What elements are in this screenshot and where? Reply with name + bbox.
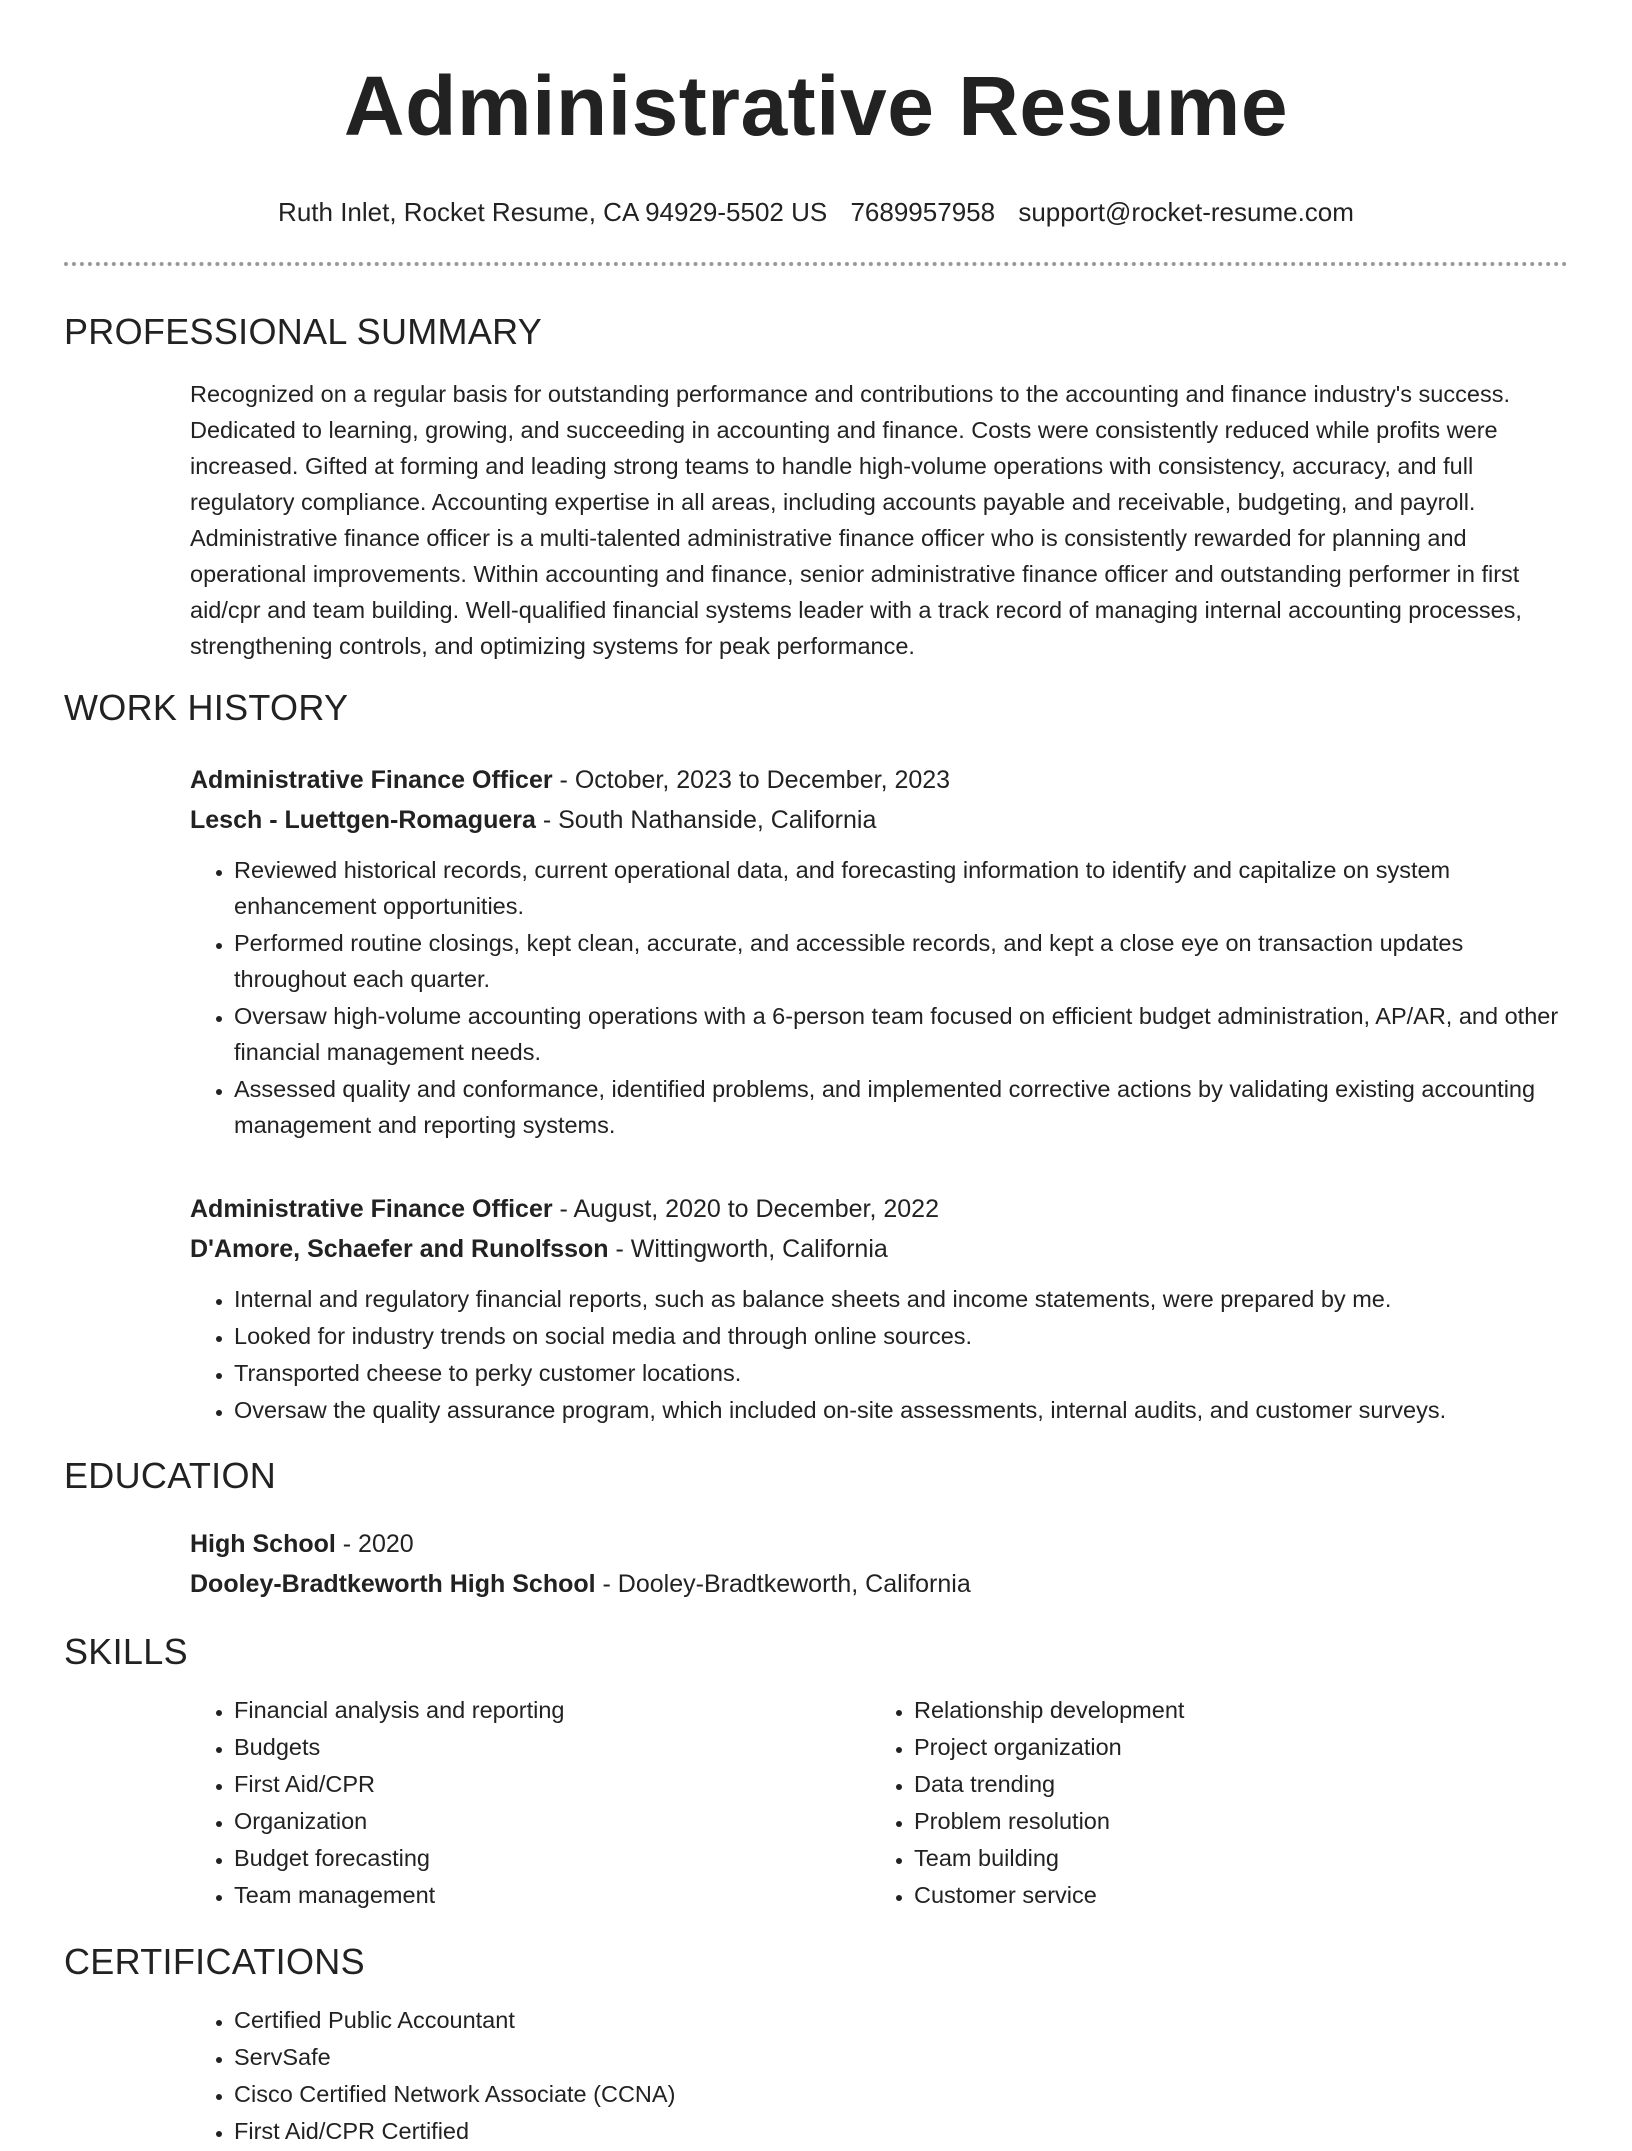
- skill-item: • Team management: [234, 1877, 870, 1913]
- job-bullet: • Looked for industry trends on social media and through online sources.: [234, 1318, 1568, 1354]
- skill-item: • Organization: [234, 1803, 870, 1839]
- skill-item: • Team building: [914, 1840, 1554, 1876]
- job-location: - Wittingworth, California: [608, 1235, 888, 1263]
- section-title-work-history: WORK HISTORY: [64, 687, 349, 728]
- resume-title: Administrative Resume: [343, 59, 1289, 153]
- certifications-list: [190, 2002, 1568, 2149]
- job-dates: - August, 2020 to December, 2022: [552, 1195, 939, 1223]
- section-title-skills: SKILLS: [64, 1631, 188, 1672]
- job-dates: - October, 2023 to December, 2023: [552, 766, 951, 794]
- skills-grid: [190, 1692, 1568, 1914]
- skill-item: • Data trending: [914, 1766, 1554, 1802]
- skill-item: • First Aid/CPR: [234, 1766, 870, 1802]
- education-year: - 2020: [335, 1530, 414, 1558]
- job-role: Administrative Finance Officer: [190, 766, 553, 794]
- job-bullets: [190, 852, 1568, 1143]
- skill-item: • Financial analysis and reporting: [234, 1692, 870, 1728]
- skill-item: • Problem resolution: [914, 1803, 1554, 1839]
- job-location: - South Nathanside, California: [535, 806, 877, 834]
- section-title-summary: PROFESSIONAL SUMMARY: [64, 311, 543, 352]
- job-bullet: • Reviewed historical records, current operational data, and forecasting information to identify and capitalize on system enhancement opportunities.: [234, 852, 1568, 924]
- resume-page: [64, 0, 1568, 2150]
- skill-item: • Project organization: [914, 1729, 1554, 1765]
- job-bullet: • Performed routine closings, kept clean, accurate, and accessible records, and kept a close eye on transaction updates throughout each quarter.: [234, 925, 1568, 997]
- certifications-block: [190, 2002, 1568, 2149]
- job-bullet: • Internal and regulatory financial reports, such as balance sheets and income statements, were prepared by me.: [234, 1281, 1568, 1317]
- skill-item: • Relationship development: [914, 1692, 1554, 1728]
- skill-item: • Customer service: [914, 1877, 1554, 1913]
- job-bullet: • Oversaw high-volume accounting operations with a 6-person team focused on efficient budget administration, AP/AR, and other financial management needs.: [234, 998, 1568, 1070]
- contact-line: [64, 196, 1568, 228]
- certification-item: • Certified Public Accountant: [234, 2002, 1568, 2038]
- education-school: Dooley-Bradtkeworth High School: [190, 1570, 596, 1598]
- job-company: D'Amore, Schaefer and Runolfsson: [190, 1235, 609, 1263]
- header-divider: [64, 262, 1568, 266]
- job-entry: [190, 760, 1568, 1143]
- certification-item: • Cisco Certified Network Associate (CCNA): [234, 2076, 1568, 2112]
- job-bullet: • Transported cheese to perky customer locations.: [234, 1355, 1568, 1391]
- contact-email: support@rocket-resume.com: [1018, 197, 1354, 227]
- summary-text: Recognized on a regular basis for outstanding performance and contributions to the accounting and finance industry's success. Dedicated to learning, growing, and succeeding in accounting and finance. Costs were consistently reduced while profits were increased. Gifted at forming and leading strong teams to handle high-volume operations with consistency, accuracy, and full regulatory compliance. Accounting expertise in all areas, including accounts payable and receivable, budgeting, and payroll. Administrative finance officer is a multi-talented administrative finance officer who is consistently rewarded for planning and operational improvements. Within accounting and finance, senior administrative finance officer and outstanding performer in first aid/cpr and team building. Well-qualified financial systems leader with a track record of managing internal accounting processes, strengthening controls, and optimizing systems for peak performance.: [190, 381, 1522, 659]
- job-role-line: [190, 760, 1568, 800]
- education-degree: High School: [190, 1530, 336, 1558]
- skill-item: • Budget forecasting: [234, 1840, 870, 1876]
- section-title-certifications: CERTIFICATIONS: [64, 1941, 365, 1982]
- contact-address: Ruth Inlet, Rocket Resume, CA 94929-5502 US: [278, 197, 828, 227]
- certification-item: • First Aid/CPR Certified: [234, 2113, 1568, 2149]
- job-company: Lesch - Luettgen-Romaguera: [190, 806, 536, 834]
- job-bullet: • Assessed quality and conformance, identified problems, and implemented corrective actions by validating existing accounting management and reporting systems.: [234, 1071, 1568, 1143]
- contact-phone: 7689957958: [850, 197, 996, 227]
- skill-item: • Budgets: [234, 1729, 870, 1765]
- skills-list-left: [190, 1692, 870, 1914]
- education-entry: [190, 1524, 1568, 1604]
- job-role: Administrative Finance Officer: [190, 1195, 553, 1223]
- job-company-line: [190, 800, 1568, 840]
- job-entry: [190, 1189, 1568, 1428]
- skills-list-right: [870, 1692, 1554, 1914]
- job-bullets: [190, 1281, 1568, 1428]
- job-bullet: • Oversaw the quality assurance program, which included on-site assessments, internal audits, and customer surveys.: [234, 1392, 1568, 1428]
- education-location: - Dooley-Bradtkeworth, California: [595, 1570, 971, 1598]
- certification-item: • ServSafe: [234, 2039, 1568, 2075]
- education-school-line: [190, 1564, 1568, 1604]
- job-role-line: [190, 1189, 1568, 1229]
- job-company-line: [190, 1229, 1568, 1269]
- section-title-education: EDUCATION: [64, 1455, 277, 1496]
- education-degree-line: [190, 1524, 1568, 1564]
